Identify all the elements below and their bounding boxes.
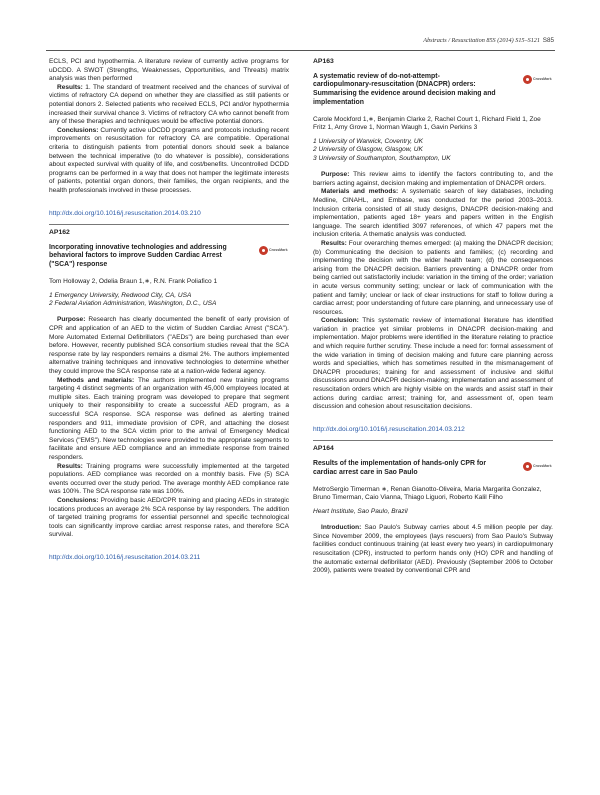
results-paragraph: Results: Training programs were successfully implemented at the targeted populations. AED compliance was recorded on a monthly basis. Five (5) SCA events occurred over the study period. The average monthly AED compliance rate was 100%. The SCA response rate was 100%. [49, 462, 289, 496]
doi-link[interactable]: http://dx.doi.org/10.1016/j.resuscitation.2014.03.210 [49, 209, 201, 217]
results-paragraph: Results: 1. The standard of treatment received and the chances of survival of victims of refractory CA depend on whether they are classified as still patients or potential donors 2. Selected patients who received ECLS, PCI and/or hypothermia increased their survival chance 3. Victims of refractory CA who cannot benefit from any of these therapies and techniques would be effective potential donors. [49, 83, 289, 126]
abstract-id: AP162 [49, 229, 70, 237]
authors: Carole Mockford 1,∗, Benjamin Clarke 2, Rachel Court 1, Richard Field 1, Zoe Fritz 1, Amy Grove 1, Norman Waugh 1, Gavin Perkins 3 [313, 115, 541, 132]
authors: MetroSergio Timerman ∗, Renan Gianotto-Oliveira, Maria Margarita Gonzalez, Bruno Timerman, Caio Vianna, Thiago Liguori, Roberto Kalil Filho [313, 485, 542, 502]
doi-link[interactable]: http://dx.doi.org/10.1016/j.resuscitation.2014.03.212 [313, 425, 465, 433]
abstract-id: AP163 [313, 58, 334, 65]
abstract-title: Results of the implementation of hands-only CPR for cardiac arrest care in Sao Paulo [313, 460, 487, 476]
results-paragraph: Results: Four overarching themes emerged: (a) making the DNACPR decision; (b) Communicating the decision to patients and families; (c) recording and implementing the decision with the wider health team; (d) the consequences arising from the DNACPR decision. Barriers preventing a DNACPR order from being carried out satisfactorily include: variation in the timing of the order; variation in acute versus community setting; unclear or lack of communication with the patient and family; unclear or lack of clear instructions for staff to follow during a cardiac arrest; poor understanding of future care planning, and unnecessary use of resources. [313, 239, 553, 316]
crossmark-icon[interactable]: CrossMark [523, 74, 553, 85]
authors: Tom Holloway 2, Odelia Braun 1,∗, R.N. Frank Poliafico 1 [49, 278, 218, 286]
crossmark-icon[interactable]: CrossMark [259, 245, 289, 256]
conclusions-paragraph: Conclusions: Providing basic AED/CPR training and placing AEDs in strategic locations produces an average 2% SCA response by lay responders. The addition of targeted training programs for essential personnel and specific technological tools can significantly improve cardiac arrest response rates, and therefore SCA survival. [49, 496, 289, 539]
doi-link[interactable]: http://dx.doi.org/10.1016/j.resuscitation.2014.03.211 [49, 553, 201, 561]
introduction-paragraph: Introduction: Sao Paulo's Subway carries about 4.5 million people per day. Since November 2009, the employees (lays rescuers) from Sao Paulo's Subway facilities conduct continuous training (at least every two years) in cardiopulmonary resuscitation (CPR), instructed to perform hands only (HO) CPR and handling of the automatic external defibrillator (AED). Previously (September 2006 to October 2009), patients were treated by conventional CPR and [313, 524, 553, 575]
purpose-paragraph: Purpose: Research has clearly documented the benefit of early provision of CPR and application of an AED to the victim of Sudden Cardiac Arrest ("SCA"). More Automated External Defibrillators ("AEDs") are being purchased than ever before. However, recently published SCA consortium studies reveal that the SCA response rate by lay responders remains a dismal 2%. The authors implemented alternative training techniques and innovative technologies to determine whether they could improve the SCA response rate at a nation-wide federal agency. [49, 316, 289, 376]
divider [49, 224, 289, 225]
conclusion-paragraph: Conclusion: This systematic review of international literature has identified variation in practice yet similar problems in DNACPR decision-making and implementation. Major problems were identified in the literature relating to practice and which require further scrutiny. These include a need for: formal assessment of the wide variation in timing of decision making and future care planning across words and specialties, which has sometimes resulted in the mismanagement of DNACPR procedures; training for and assessment of inclusive and skilful discussions around DNACPR decision-making; implementation and assessment of resuscitation orders which are highly visible on the wards and assist staff in their actions during cardiac arrest; training for, and assessment of, open team discussion and cohesion about resuscitation decisions. [313, 317, 553, 411]
abstract-title: Incorporating innovative technologies and addressing behavioral factors to improve Sudden Cardiac Arrest ("SCA") response [49, 243, 227, 269]
affiliations: 1 Emergency University, Redwood City, CA, USA 2 Federal Aviation Administration, Washington, D.C., USA [49, 291, 217, 308]
header-rule [46, 50, 555, 51]
abstract-id: AP164 [313, 445, 334, 453]
right-column [313, 58, 553, 576]
purpose-paragraph: Purpose: This review aims to identify the factors contributing to, and the barriers acting against, decision making and implementation of DNACPR orders. [313, 171, 553, 187]
divider [313, 440, 553, 441]
methods-paragraph: Materials and methods: A systematic search of key databases, including Medline, CINAHL, and Embase, was conducted for the period 2003–2013. Inclusion criteria consisted of all study designs, DNACPR decision-making and implementation, patients aged 18+ years and papers written in the English language. The search identified 3097 references, of which 47 papers met the inclusion criteria. A thematic analysis was conducted. [313, 188, 553, 239]
conclusions-paragraph: Conclusions: Currently active uDCDD programs and protocols including recent improvements on resuscitation for refractory CA are compatible. Operational criteria to distinguish patients from potential donors should seek a balance between the technical imperative (to do whatever is possible), considerations about expected survival with quality of life, and cost/benefits. Uncontrolled DCDD programs can be performed in a way that does not hamper the legitimate interests of patients, potential organ donors, their families, the organ recipients, and the health professionals involved in these processes. [49, 126, 289, 194]
affiliations: Heart Institute, Sao Paulo, Brazil [313, 507, 408, 515]
continued-text: ECLS, PCI and hypothermia. A literature review of currently active programs for uDCDD. A SWOT (Strengths, Weaknesses, Opportunities, and Threats) matrix analysis was then performed [49, 58, 289, 83]
affiliations: 1 University of Warwick, Coventry, UK 2 University of Glasgow, Glasgow, UK 3 University of Southampton, Southampton, UK [313, 137, 451, 162]
left-column [49, 58, 289, 563]
journal-citation: Abstracts / Resuscitation 85S (2014) S15–S121 [423, 37, 540, 44]
page-number: S85 [542, 37, 554, 44]
page-header [0, 37, 600, 49]
abstract-title: A systematic review of do-not-attempt-cardiopulmonary-resuscitation (DNACPR) orders: Summarising the evidence around decision making and implementation [313, 72, 496, 106]
crossmark-icon[interactable]: CrossMark [523, 461, 553, 472]
methods-paragraph: Methods and materials: The authors implemented new training programs targeting 4 distinct segments of an organization with 45,000 employees located at multiple sites. Each training program was developed to prepare that segment uniquely to their responsibility to create a successful AED program, as a successful SCA response. SCA response was defined as alerting trained responders and 911, immediate provision of CPR, and attaching the closest functioning AED to the SCA victim prior to the arrival of Emergency Medical Services ("EMS"). New technologies were provided to the appropriate segments to facilitate and ensure AED compliance and an immediate response from trained responders. [49, 376, 290, 461]
